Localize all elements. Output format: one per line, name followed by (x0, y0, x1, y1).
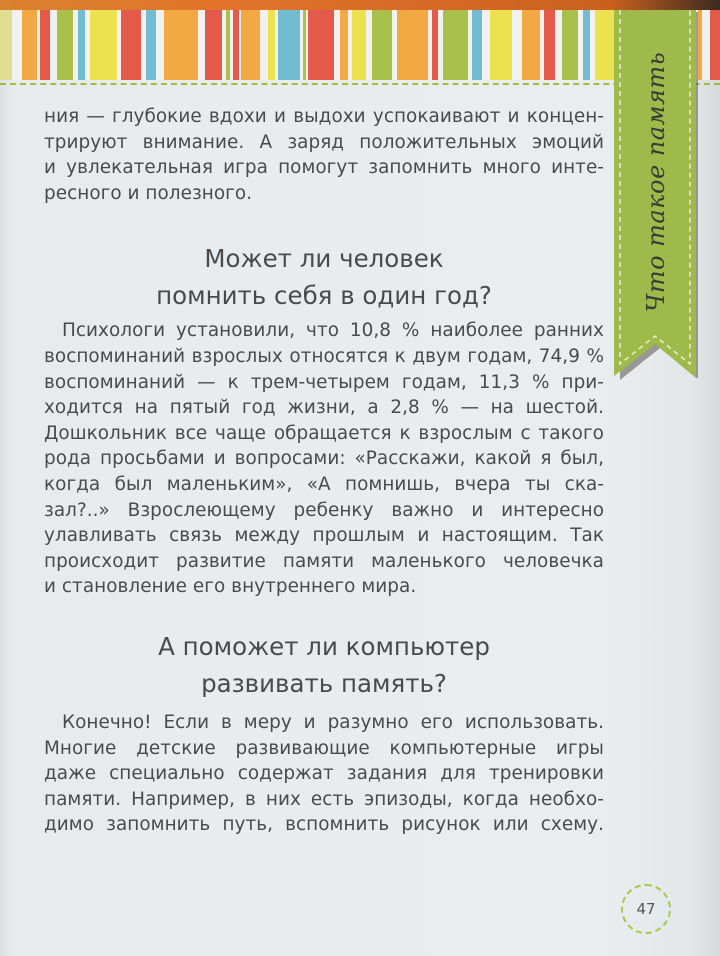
text-line: трируют внимание. А заряд положительных эмоций (44, 131, 604, 153)
text-line: ресного и полезного. (44, 182, 253, 204)
text-line: Конечно! Если в меру и разумно его использовать. (62, 711, 604, 733)
text-line: димо запомнить путь, вспомнить рисунок или схему. (44, 814, 604, 836)
text-line: Дошкольник все чаще обращается к взрослым с такого (44, 422, 604, 444)
section-paragraph-computer (44, 710, 604, 838)
text-line: рода просьбами и вопросами: «Расскажи, какой я был, (44, 448, 604, 470)
page-number-text: 47 (636, 900, 656, 918)
text-line: воспоминаний — к трем-четырем годам, 11,3 % при- (44, 371, 604, 393)
text-line: зал?..» Взрослеющему ребенку важно и интересно (44, 499, 604, 521)
heading-line: Может ли человек (204, 244, 444, 274)
heading-line: А поможет ли компьютер (158, 631, 490, 661)
text-line: когда был маленьким», «А помнишь, вчера ты ска- (44, 473, 604, 495)
text-line: ния — глубокие вдохи и выдохи успокаивают и концен- (44, 106, 604, 127)
section-heading-computer (44, 628, 604, 702)
dashed-divider (0, 83, 720, 85)
text-line: воспоминаний взрослых относятся к двум годам, 74,9 % (44, 345, 604, 367)
page-content (44, 104, 604, 838)
decorative-stripe-banner (0, 10, 720, 80)
section-heading-memory-age (44, 240, 604, 314)
section-paragraph-memory-age (44, 318, 604, 600)
text-line: ходится на пятый год жизни, а 2,8 % — на шестой. (44, 397, 604, 419)
chapter-ribbon (614, 10, 698, 380)
text-line: улавливать связь между прошлым и настоящим. Так (44, 525, 604, 547)
heading-line: помнить себя в один год? (156, 281, 492, 311)
text-line: и становление его внутреннего мира. (44, 576, 417, 598)
text-line: происходит развитие памяти маленького человечка (44, 550, 604, 572)
page-top-edge (0, 0, 720, 10)
text-line: и увлекательная игра помогут запомнить много инте- (44, 157, 604, 179)
text-line: памяти. Например, в них есть эпизоды, когда необхо- (44, 788, 604, 810)
intro-paragraph (44, 104, 604, 206)
text-line: Психологи установили, что 10,8 % наиболее ранних (62, 320, 604, 342)
text-line: Многие детские развивающие компьютерные игры (44, 737, 604, 759)
heading-line: развивать память? (201, 668, 447, 698)
page-number (621, 884, 671, 934)
chapter-title: Что такое память (642, 51, 670, 313)
text-line: даже специально содержат задания для тренировки (44, 763, 604, 785)
